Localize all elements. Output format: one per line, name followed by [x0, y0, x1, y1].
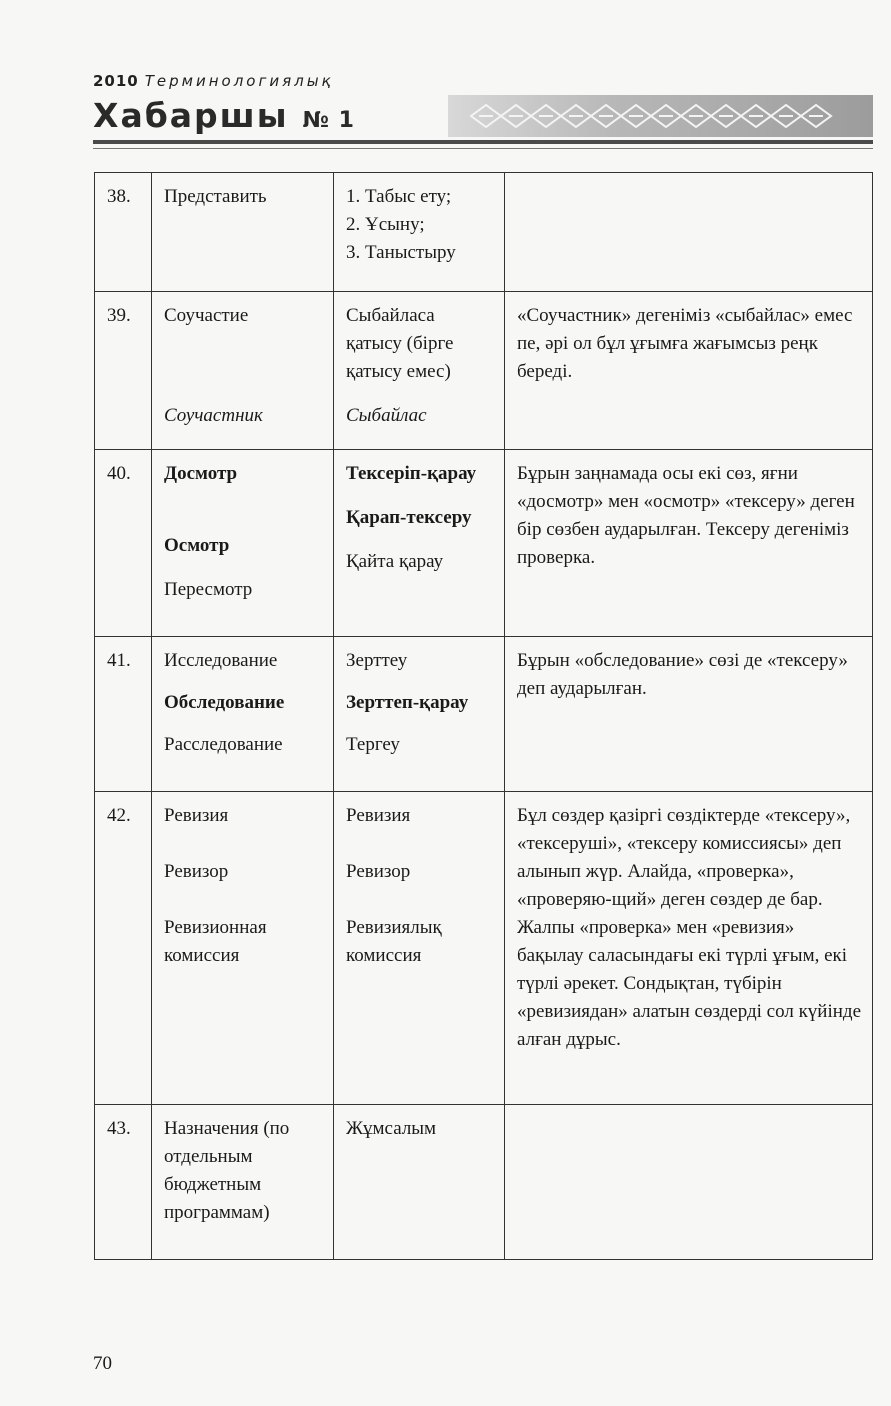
kazakh-term: Зерттеп-қарау — [346, 692, 469, 713]
russian-term-cell — [152, 792, 334, 1105]
journal-year: 2010 — [93, 72, 139, 90]
journal-title-block — [93, 96, 355, 135]
kazakh-term: Жұмсалым — [346, 1118, 437, 1139]
table-row — [95, 173, 873, 292]
kazakh-term: Сыбайласа қатысу (бірге қатысу емес) — [346, 305, 454, 382]
russian-term: Соучастие — [164, 305, 249, 326]
kazakh-term: Сыбайлас — [346, 405, 427, 426]
kazakh-term-cell — [334, 792, 505, 1105]
terms-table — [94, 172, 873, 1260]
kazakh-term-cell — [334, 173, 505, 292]
kazakh-term: Тексеріп-қарау — [346, 463, 477, 484]
russian-term: Ревизор — [164, 861, 229, 882]
row-number: 39. — [95, 292, 152, 450]
kazakh-term-cell — [334, 1105, 505, 1260]
kazakh-term: Ревизиялық комиссия — [346, 917, 442, 966]
kazakh-term: Қарап-тексеру — [346, 507, 472, 528]
comment-cell — [505, 173, 873, 292]
kazakh-term: Ревизия — [346, 805, 411, 826]
comment-cell: Бұрын «обследование» сөзі де «тексеру» деп аударылған. — [505, 637, 873, 792]
comment-cell — [505, 1105, 873, 1260]
russian-term: Представить — [164, 186, 267, 207]
kazakh-term-cell — [334, 637, 505, 792]
kazakh-term: Тергеу — [346, 734, 400, 755]
russian-term: Ревизия — [164, 805, 229, 826]
russian-term: Соучастник — [164, 405, 263, 426]
russian-term: Обследование — [164, 692, 285, 713]
comment-cell: Бұл сөздер қазіргі сөздіктерде «тексеру», «тексеруші», «тексеру комиссиясы» деп алынып жүр. Алайда, «проверка», «проверяю-щий» деген сөздер де бар. Жалпы «проверка» мен «ревизия» бақылау саласындағы екі түрлі ұғым, екі түрлі әрекет. Сондықтан, түбірін «ревизиядан» алатын сөздерді сол күйінде алған дұрыс. — [505, 792, 873, 1105]
header-rule-thin — [93, 148, 873, 149]
russian-term: Досмотр — [164, 463, 238, 484]
table-row — [95, 792, 873, 1105]
kazakh-term: 1. Табыс ету; — [346, 186, 452, 207]
row-number: 38. — [95, 173, 152, 292]
header-rule-thick — [93, 140, 873, 144]
russian-term-cell — [152, 1105, 334, 1260]
table-row — [95, 292, 873, 450]
table-row — [95, 637, 873, 792]
russian-term-cell — [152, 450, 334, 637]
kazakh-term: 2. Ұсыну; — [346, 214, 425, 235]
kazakh-term: Қайта қарау — [346, 551, 444, 572]
table-row — [95, 1105, 873, 1260]
russian-term-cell — [152, 637, 334, 792]
russian-term: Назначения (по отдельным бюджетным программам) — [164, 1118, 290, 1223]
table-row — [95, 450, 873, 637]
russian-term-cell — [152, 292, 334, 450]
comment-cell: «Соучастник» дегеніміз «сыбайлас» емес пе, әрі ол бұл ұғымға жағымсыз реңк береді. — [505, 292, 873, 450]
kazakh-term-cell — [334, 292, 505, 450]
kazakh-term-cell — [334, 450, 505, 637]
ornament-pattern-icon — [466, 99, 856, 133]
row-number: 43. — [95, 1105, 152, 1260]
comment-cell: Бұрын заңнамада осы екі сөз, яғни «досмотр» мен «осмотр» «тексеру» деген бір сөзбен аударылған. Тексеру дегеніміз проверка. — [505, 450, 873, 637]
russian-term: Расследование — [164, 734, 283, 755]
russian-term-cell — [152, 173, 334, 292]
russian-term: Исследование — [164, 650, 278, 671]
kazakh-term: Зерттеу — [346, 650, 408, 671]
russian-term: Осмотр — [164, 535, 230, 556]
ornament-band — [448, 95, 873, 137]
russian-term: Пересмотр — [164, 579, 253, 600]
journal-series — [93, 72, 334, 90]
journal-title: Хабаршы — [93, 96, 289, 135]
kazakh-term: 3. Таныстыру — [346, 242, 456, 263]
row-number: 40. — [95, 450, 152, 637]
russian-term: Ревизионная комиссия — [164, 917, 267, 966]
page-number: 70 — [93, 1353, 112, 1374]
row-number: 41. — [95, 637, 152, 792]
journal-issue: № 1 — [302, 108, 355, 133]
journal-subtitle: Терминологиялық — [144, 72, 334, 90]
row-number: 42. — [95, 792, 152, 1105]
kazakh-term: Ревизор — [346, 861, 411, 882]
